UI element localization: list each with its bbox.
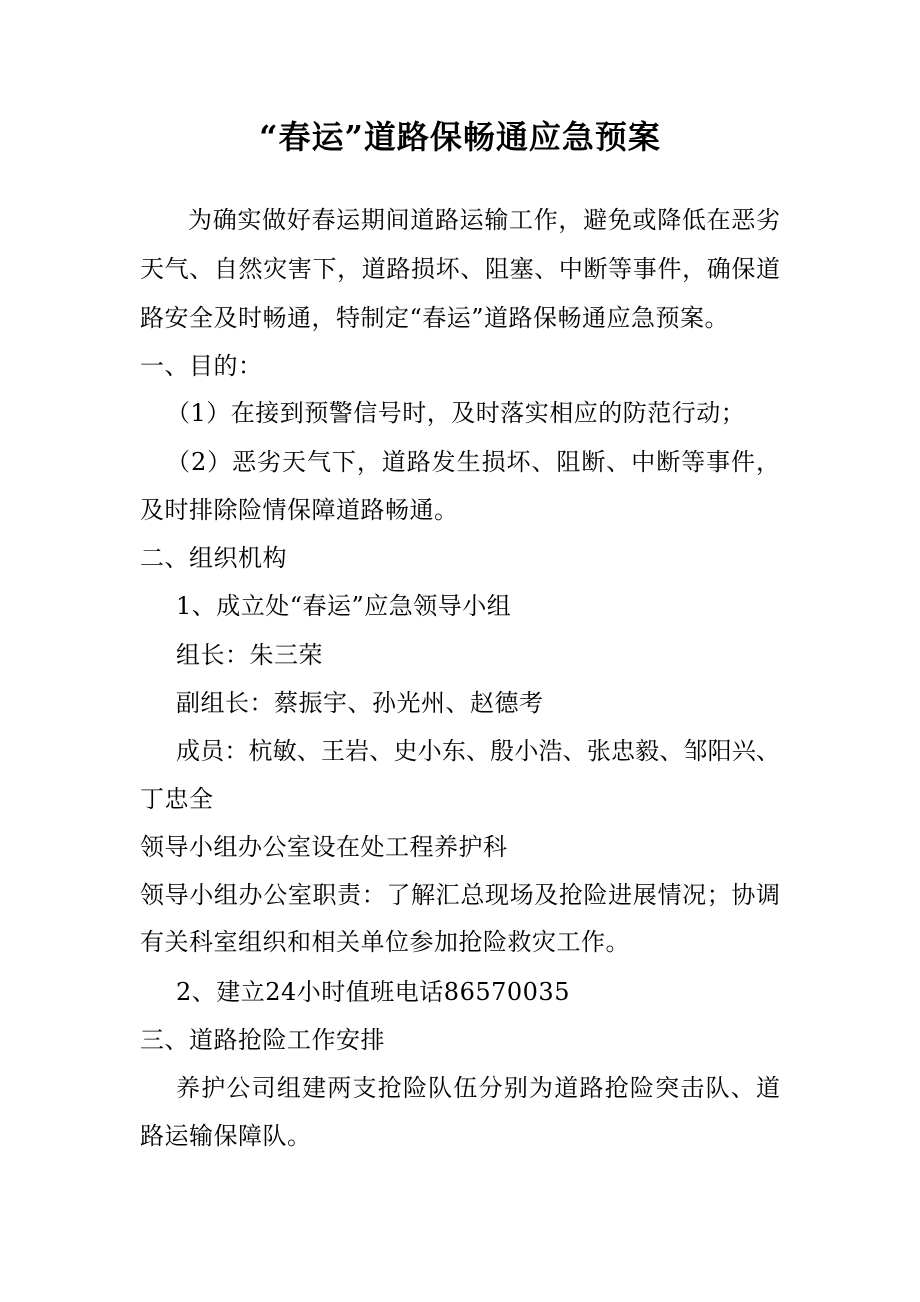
members-line-2: 丁忠全 (140, 785, 214, 813)
duty-line-2: 有关科室组织和相关单位参加抢险救灾工作。 (140, 928, 630, 956)
section3-body-line-1: 养护公司组建两支抢险队伍分别为道路抢险突击队、道 (176, 1074, 780, 1102)
section1-item2-line-1: （2）恶劣天气下，道路发生损坏、阻断、中断等事件， (166, 448, 780, 476)
section2-sub1: 1、成立处“春运”应急领导小组 (176, 592, 512, 620)
section2-sub2: 2、建立24小时值班电话86570035 (176, 978, 570, 1006)
deputy-line: 副组长：蔡振宇、孙光州、赵德考 (176, 689, 544, 717)
section1-heading: 一、目的： (140, 352, 263, 380)
document-title: “春运”道路保畅通应急预案 (259, 118, 661, 156)
section1-item1: （1）在接到预警信号时，及时落实相应的防范行动； (166, 399, 746, 427)
section2-heading: 二、组织机构 (140, 544, 287, 572)
section3-heading: 三、道路抢险工作安排 (140, 1026, 385, 1054)
intro-line-3: 路安全及时畅通，特制定“春运”道路保畅通应急预案。 (140, 304, 730, 332)
duty-line-1: 领导小组办公室职责：了解汇总现场及抢险进展情况；协调 (140, 881, 780, 909)
intro-line-1: 为确实做好春运期间道路运输工作，避免或降低在恶劣 (188, 206, 780, 234)
office-line: 领导小组办公室设在处工程养护科 (140, 833, 508, 861)
leader-line: 组长：朱三荣 (176, 641, 323, 669)
section3-body-line-2: 路运输保障队。 (140, 1122, 312, 1150)
section1-item2-line-2: 及时排除险情保障道路畅通。 (140, 496, 459, 524)
intro-line-2: 天气、自然灾害下，道路损坏、阻塞、中断等事件，确保道 (140, 255, 780, 283)
members-line-1: 成员：杭敏、王岩、史小东、殷小浩、张忠毅、邹阳兴、 (176, 737, 780, 765)
